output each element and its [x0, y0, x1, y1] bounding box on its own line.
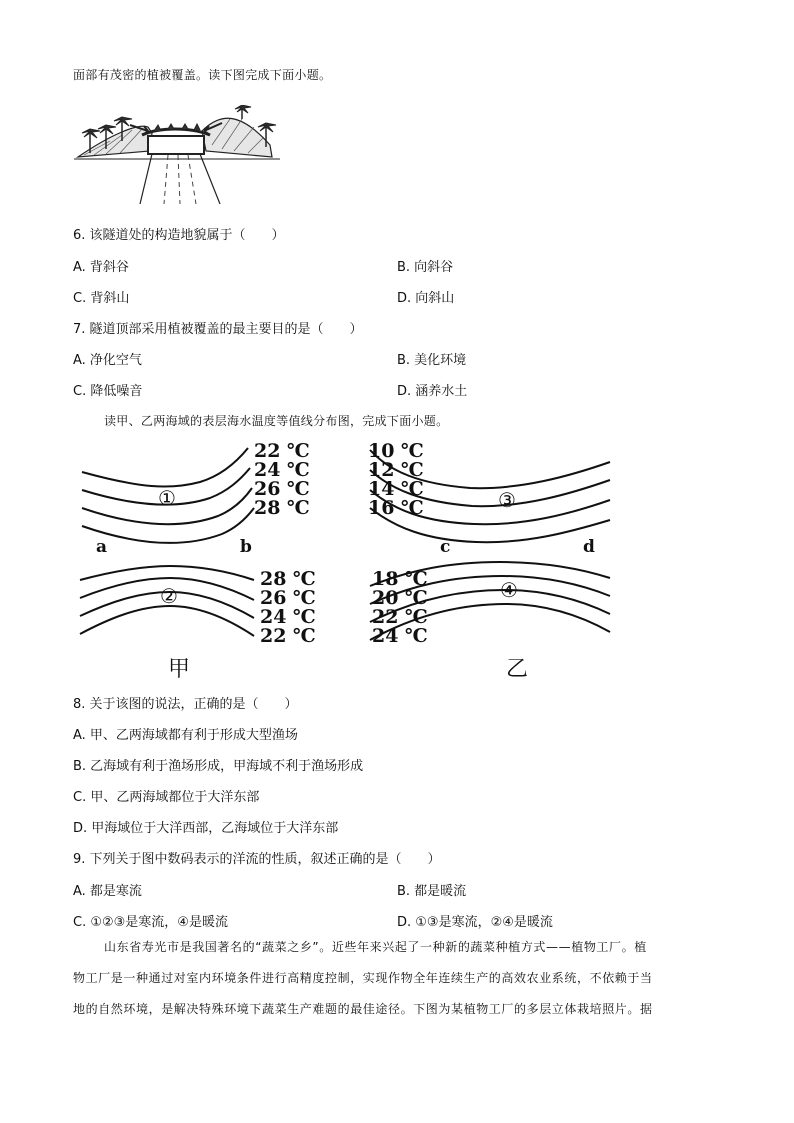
yi-isotherm-label: 14 ℃	[368, 478, 424, 500]
q7-option-d[interactable]: D. 涵养水土	[397, 384, 468, 399]
jia-isotherm-label: 28 ℃	[260, 568, 316, 590]
yi-isotherm-label: 12 ℃	[368, 459, 424, 481]
q6-option-c[interactable]: C. 背斜山	[73, 291, 130, 306]
passage-line: 物工厂是一种通过对室内环境条件进行高精度控制，实现作物全年连续生产的高效农业系统，不依赖于当	[73, 971, 653, 985]
area-yi-label: 乙	[506, 657, 529, 682]
yi-isotherm-label: 16 ℃	[368, 497, 424, 519]
area-jia-label: 甲	[168, 657, 191, 682]
q9-option-d[interactable]: D. ①③是寒流，②④是暖流	[397, 915, 553, 930]
passage-paragraph	[73, 932, 723, 1025]
q7-option-b[interactable]: B. 美化环境	[397, 353, 467, 368]
question-7: 7. 隧道顶部采用植被覆盖的最主要目的是（ ）	[73, 322, 363, 337]
yi-isotherm-label: 24 ℃	[372, 625, 428, 647]
question-8: 8. 关于该图的说法，正确的是（ ）	[73, 697, 298, 712]
jia-isotherm-label: 28 ℃	[254, 497, 310, 519]
q6-option-b[interactable]: B. 向斜谷	[397, 260, 454, 275]
yi-isotherm-label: 20 ℃	[372, 587, 428, 609]
jia-isotherm-label: 24 ℃	[260, 606, 316, 628]
yi-isotherm-label: 10 ℃	[368, 440, 424, 462]
yi-isotherm-label: 18 ℃	[372, 568, 428, 590]
q6-option-d[interactable]: D. 向斜山	[397, 291, 455, 306]
intro-text: 面部有茂密的植被覆盖。读下图完成下面小题。	[73, 68, 332, 82]
q8-option-a[interactable]: A. 甲、乙两海域都有利于形成大型渔场	[73, 728, 298, 743]
jia-isotherm-label: 26 ℃	[254, 478, 310, 500]
tunnel-illustration	[70, 105, 285, 205]
point-b-label: b	[240, 537, 252, 557]
current-4-marker: ④	[500, 578, 518, 602]
point-a-label: a	[96, 537, 108, 557]
question-6: 6. 该隧道处的构造地貌属于（ ）	[73, 228, 285, 243]
q7-option-a[interactable]: A. 净化空气	[73, 353, 142, 368]
q8-option-c[interactable]: C. 甲、乙两海域都位于大洋东部	[73, 790, 260, 805]
q9-option-c[interactable]: C. ①②③是寒流，④是暖流	[73, 915, 228, 930]
question-9: 9. 下列关于图中数码表示的洋流的性质，叙述正确的是（ ）	[73, 852, 441, 867]
q6-option-a[interactable]: A. 背斜谷	[73, 260, 129, 275]
q8-option-d[interactable]: D. 甲海域位于大洋西部，乙海域位于大洋东部	[73, 821, 339, 836]
point-d-label: d	[583, 537, 595, 557]
point-c-label: c	[440, 537, 451, 557]
q9-option-a[interactable]: A. 都是寒流	[73, 884, 142, 899]
map-intro-text: 读甲、乙两海域的表层海水温度等值线分布图，完成下面小题。	[104, 414, 449, 428]
jia-isotherm-label: 22 ℃	[254, 440, 310, 462]
isotherm-figure	[70, 436, 630, 681]
q8-option-b[interactable]: B. 乙海域有利于渔场形成，甲海域不利于渔场形成	[73, 759, 364, 774]
jia-isotherm-label: 22 ℃	[260, 625, 316, 647]
current-2-marker: ②	[160, 584, 178, 608]
current-1-marker: ①	[158, 486, 176, 510]
yi-isotherm-label: 22 ℃	[372, 606, 428, 628]
q7-option-c[interactable]: C. 降低噪音	[73, 384, 143, 399]
passage-line: 地的自然环境，是解决特殊环境下蔬菜生产难题的最佳途径。下图为某植物工厂的多层立体栽培照片。据	[73, 1002, 653, 1016]
isotherm-lines	[70, 436, 630, 681]
jia-isotherm-label: 24 ℃	[254, 459, 310, 481]
q9-option-b[interactable]: B. 都是暖流	[397, 884, 467, 899]
current-3-marker: ③	[498, 488, 516, 512]
passage-line: 山东省寿光市是我国著名的“蔬菜之乡”。近些年来兴起了一种新的蔬菜种植方式——植物工厂。植	[104, 940, 647, 954]
jia-isotherm-label: 26 ℃	[260, 587, 316, 609]
